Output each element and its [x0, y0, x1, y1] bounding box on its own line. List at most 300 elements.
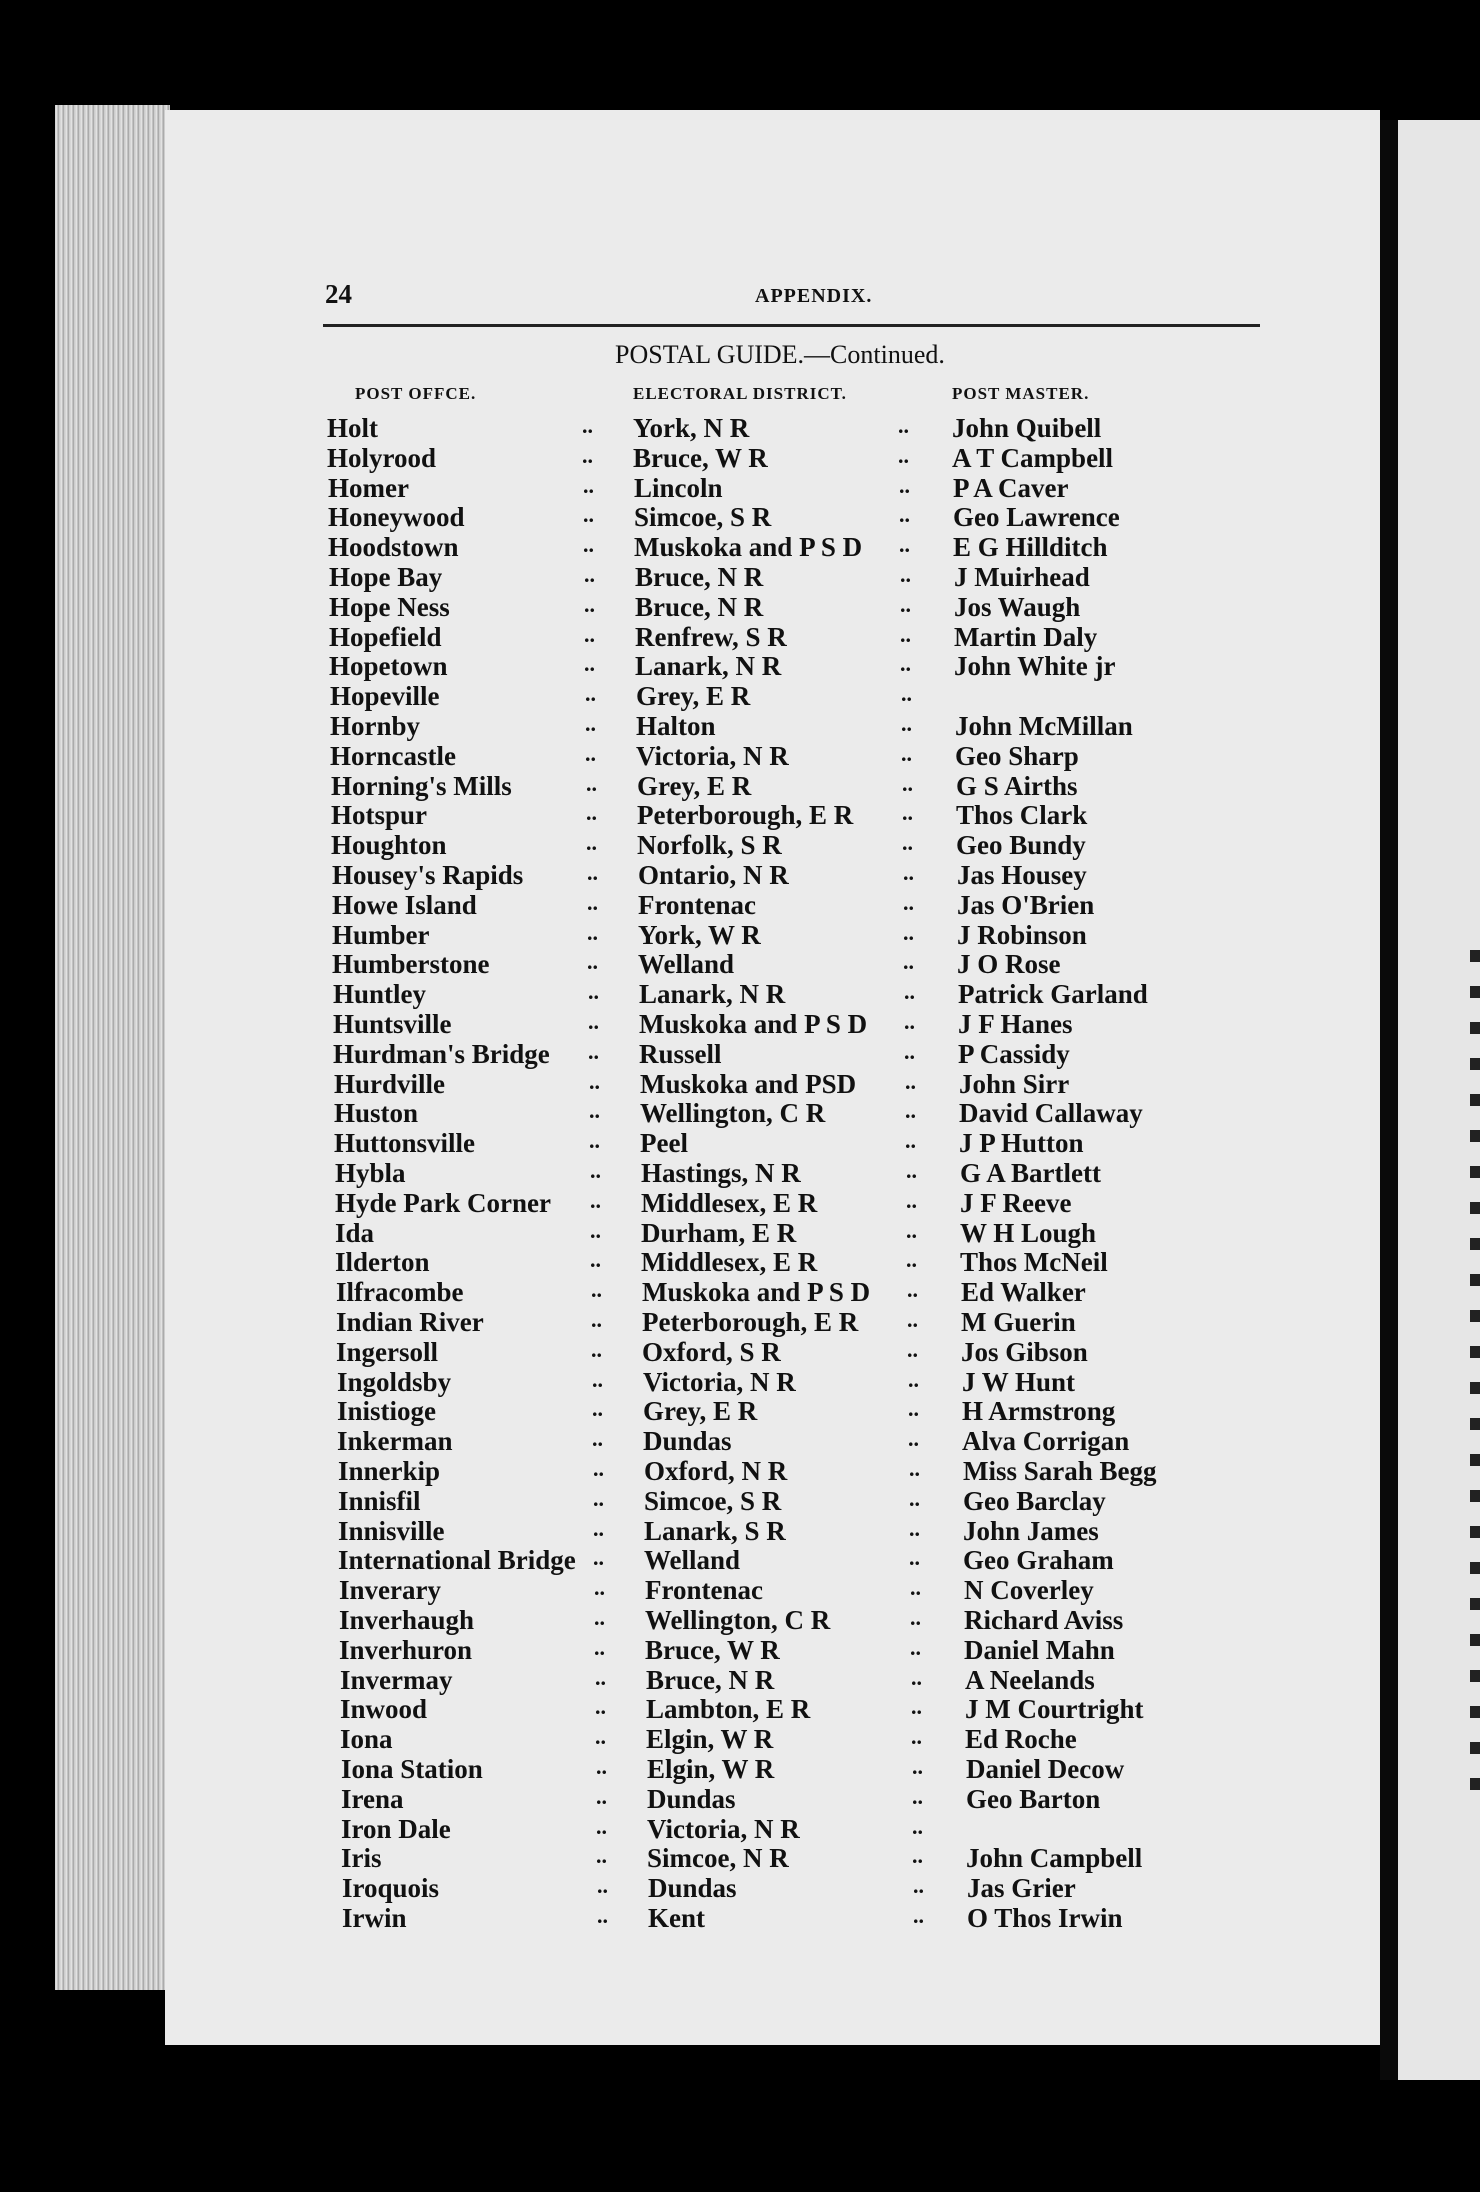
table-row: [0, 1784, 1200, 1814]
post-master-cell: P Cassidy: [958, 1038, 1070, 1069]
electoral-district-cell: Victoria, N R: [643, 1366, 796, 1397]
post-master-cell: M Guerin: [961, 1307, 1076, 1337]
post-office-cell: Hornby: [330, 711, 421, 741]
table-row: [0, 800, 1200, 830]
leader-dots: ..: [589, 1098, 600, 1124]
post-office-cell: Iris: [341, 1843, 382, 1874]
table-row: [0, 1039, 1200, 1069]
table-row: [0, 860, 1200, 890]
table-row: [0, 1545, 1200, 1575]
leader-dots: ..: [597, 1873, 608, 1899]
post-office-cell: Hybla: [335, 1158, 406, 1188]
post-office-cell: Inwood: [340, 1694, 428, 1725]
leader-dots: ..: [596, 1783, 607, 1809]
electoral-district-cell: Frontenac: [638, 889, 756, 920]
table-row: [0, 1158, 1200, 1188]
section-title: POSTAL GUIDE.—Continued.: [615, 340, 945, 369]
table-row: [0, 1873, 1200, 1903]
post-office-cell: Inistioge: [337, 1396, 437, 1427]
facing-page-text-fragment: [1470, 1670, 1480, 1682]
table-row: [0, 681, 1200, 711]
post-office-cell: Ida: [335, 1217, 375, 1248]
electoral-district-cell: Grey, E R: [643, 1396, 758, 1427]
electoral-district-cell: Simcoe, N R: [647, 1843, 789, 1874]
table-row: [0, 1635, 1200, 1665]
leader-dots: ..: [589, 1068, 600, 1094]
leader-dots: ..: [594, 1634, 605, 1660]
post-office-cell: Innisville: [338, 1515, 445, 1546]
facing-page-text-fragment: [1470, 1598, 1480, 1610]
post-office-cell: Huston: [334, 1098, 419, 1129]
post-master-cell: Thos McNeil: [960, 1247, 1108, 1278]
post-master-cell: A T Campbell: [952, 442, 1114, 473]
facing-page-text-fragment: [1470, 1490, 1480, 1502]
page-number: 24: [325, 279, 352, 309]
table-row: [0, 1247, 1200, 1277]
table-row: [0, 592, 1200, 622]
post-office-cell: Iroquois: [342, 1873, 440, 1904]
leader-dots: ..: [900, 562, 911, 587]
post-office-cell: Holyrood: [327, 442, 437, 473]
leader-dots: ..: [595, 1694, 606, 1720]
post-office-cell: Huntsville: [333, 1009, 452, 1039]
table-row: [0, 1754, 1200, 1784]
page-header: [325, 275, 1260, 315]
leader-dots: ..: [593, 1456, 604, 1481]
post-office-cell: Houghton: [331, 830, 447, 861]
table-row: [0, 1605, 1200, 1635]
table-row: [0, 562, 1200, 592]
post-master-cell: Ed Roche: [965, 1724, 1077, 1755]
leader-dots: ..: [908, 1426, 919, 1452]
leader-dots: ..: [587, 919, 598, 945]
electoral-district-cell: Bruce, N R: [635, 562, 764, 592]
leader-dots: ..: [903, 919, 914, 945]
facing-page-text-fragment: [1470, 1274, 1480, 1286]
leader-dots: ..: [594, 1605, 605, 1630]
leader-dots: ..: [905, 1098, 916, 1124]
facing-page-text-fragment: [1470, 1706, 1480, 1718]
post-master-cell: J P Hutton: [959, 1128, 1084, 1159]
electoral-district-cell: Victoria, N R: [636, 740, 789, 771]
post-master-cell: Ed Walker: [961, 1277, 1086, 1308]
post-master-cell: Geo Sharp: [955, 740, 1079, 771]
leader-dots: ..: [902, 770, 913, 796]
post-master-cell: John White jr: [954, 651, 1116, 682]
post-master-cell: J M Courtright: [965, 1694, 1144, 1725]
electoral-district-cell: York, N R: [633, 413, 750, 443]
post-master-cell: David Callaway: [959, 1098, 1143, 1129]
table-row: [0, 1456, 1200, 1486]
post-master-cell: Daniel Decow: [966, 1754, 1125, 1784]
electoral-district-cell: Lanark, N R: [639, 979, 786, 1010]
leader-dots: ..: [899, 532, 910, 558]
leader-dots: ..: [904, 1009, 915, 1034]
leader-dots: ..: [585, 681, 596, 707]
leader-dots: ..: [904, 1038, 915, 1064]
leader-dots: ..: [909, 1456, 920, 1481]
post-office-cell: Irena: [341, 1783, 404, 1814]
table-row: [0, 1665, 1200, 1695]
leader-dots: ..: [913, 1903, 924, 1928]
post-office-cell: Ilderton: [335, 1247, 430, 1278]
post-office-cell: Hurdville: [334, 1068, 446, 1099]
facing-page-text-fragment: [1470, 1022, 1480, 1034]
post-office-cell: Horning's Mills: [331, 770, 512, 801]
facing-page-text-fragment: [1470, 1058, 1480, 1070]
leader-dots: ..: [593, 1485, 604, 1511]
leader-dots: ..: [900, 591, 911, 617]
table-row: [0, 920, 1200, 950]
leader-dots: ..: [906, 1158, 917, 1183]
leader-dots: ..: [905, 1068, 916, 1094]
leader-dots: ..: [911, 1664, 922, 1690]
electoral-district-cell: Simcoe, S R: [644, 1485, 782, 1516]
leader-dots: ..: [590, 1158, 601, 1183]
post-office-cell: Housey's Rapids: [332, 860, 524, 890]
post-office-cell: Inkerman: [337, 1426, 453, 1457]
facing-page-edge: [1398, 120, 1480, 2080]
leader-dots: ..: [907, 1277, 918, 1303]
post-office-cell: Horncastle: [330, 740, 456, 771]
electoral-district-cell: Hastings, N R: [641, 1158, 801, 1188]
post-master-cell: A Neelands: [965, 1664, 1095, 1695]
electoral-district-cell: Welland: [638, 949, 735, 980]
post-master-cell: N Coverley: [964, 1575, 1094, 1606]
facing-page-text-fragment: [1470, 1094, 1480, 1106]
electoral-district-cell: Ontario, N R: [638, 860, 789, 890]
electoral-district-cell: Bruce, W R: [633, 442, 768, 473]
facing-page-text-fragment: [1470, 1310, 1480, 1322]
post-master-cell: John Campbell: [966, 1843, 1143, 1874]
electoral-district-cell: Renfrew, S R: [635, 621, 787, 652]
table-row: [0, 473, 1200, 503]
table-row: [0, 1069, 1200, 1099]
electoral-district-cell: Bruce, W R: [645, 1634, 780, 1665]
electoral-district-cell: Middlesex, E R: [641, 1187, 818, 1218]
leader-dots: ..: [582, 413, 593, 438]
post-master-cell: Geo Lawrence: [953, 502, 1120, 533]
post-master-cell: P A Caver: [953, 472, 1069, 503]
electoral-district-cell: Grey, E R: [637, 770, 752, 801]
post-office-cell: Innerkip: [338, 1456, 441, 1486]
post-office-cell: Hope Ness: [329, 591, 450, 622]
leader-dots: ..: [912, 1754, 923, 1779]
leader-dots: ..: [906, 1187, 917, 1213]
facing-page-text-fragment: [1470, 1742, 1480, 1754]
leader-dots: ..: [901, 681, 912, 707]
electoral-district-cell: Peterborough, E R: [637, 800, 854, 831]
table-row: [0, 502, 1200, 532]
post-master-cell: Jos Waugh: [954, 591, 1081, 622]
electoral-district-cell: Kent: [648, 1903, 705, 1933]
leader-dots: ..: [590, 1217, 601, 1243]
table-row: [0, 711, 1200, 741]
leader-dots: ..: [909, 1485, 920, 1511]
table-row: [0, 1277, 1200, 1307]
electoral-district-cell: Frontenac: [645, 1575, 763, 1606]
leader-dots: ..: [595, 1664, 606, 1690]
leader-dots: ..: [902, 800, 913, 826]
post-master-cell: Geo Barton: [966, 1783, 1101, 1814]
electoral-district-cell: Dundas: [647, 1783, 736, 1814]
leader-dots: ..: [905, 1128, 916, 1154]
leader-dots: ..: [900, 621, 911, 647]
electoral-district-cell: Oxford, S R: [642, 1336, 781, 1367]
facing-page-text-fragment: [1470, 1202, 1480, 1214]
post-office-cell: Inverhuron: [339, 1634, 473, 1665]
electoral-district-cell: Middlesex, E R: [641, 1247, 818, 1278]
leader-dots: ..: [586, 830, 597, 856]
electoral-district-cell: Norfolk, S R: [637, 830, 782, 861]
leader-dots: ..: [588, 979, 599, 1005]
leader-dots: ..: [591, 1336, 602, 1362]
post-master-cell: Jas Grier: [967, 1873, 1076, 1904]
leader-dots: ..: [898, 413, 909, 438]
table-row: [0, 1486, 1200, 1516]
post-office-cell: Hoodstown: [328, 532, 459, 563]
post-master-cell: O Thos Irwin: [967, 1903, 1123, 1933]
leader-dots: ..: [585, 711, 596, 736]
leader-dots: ..: [590, 1247, 601, 1273]
leader-dots: ..: [592, 1426, 603, 1452]
post-master-cell: Jos Gibson: [961, 1336, 1088, 1367]
post-office-cell: International Bridge: [338, 1545, 576, 1576]
post-office-cell: Hopetown: [329, 651, 448, 682]
table-row: [0, 771, 1200, 801]
table-row: [0, 741, 1200, 771]
post-office-cell: Hopefield: [329, 621, 442, 652]
table-row: [0, 1367, 1200, 1397]
leader-dots: ..: [906, 1217, 917, 1243]
leader-dots: ..: [902, 830, 913, 856]
electoral-district-cell: York, W R: [638, 919, 761, 950]
leader-dots: ..: [596, 1754, 607, 1779]
electoral-district-cell: Oxford, N R: [644, 1456, 788, 1486]
post-master-cell: J Robinson: [957, 919, 1087, 950]
table-row: [0, 1814, 1200, 1844]
electoral-district-cell: Muskoka and P S D: [639, 1009, 868, 1039]
post-master-cell: W H Lough: [960, 1217, 1097, 1248]
leader-dots: ..: [584, 651, 595, 677]
column-header-post-office: POST OFFCE.: [355, 384, 477, 403]
post-office-cell: Howe Island: [332, 889, 477, 920]
table-row: [0, 1337, 1200, 1367]
electoral-district-cell: Durham, E R: [641, 1217, 797, 1248]
electoral-district-cell: Dundas: [648, 1873, 737, 1904]
post-master-cell: J W Hunt: [962, 1366, 1076, 1397]
leader-dots: ..: [899, 472, 910, 498]
post-office-cell: Hope Bay: [329, 562, 443, 592]
facing-page-text-fragment: [1470, 1130, 1480, 1142]
leader-dots: ..: [906, 1247, 917, 1273]
facing-page-text-fragment: [1470, 1526, 1480, 1538]
leader-dots: ..: [587, 949, 598, 975]
post-master-cell: Jas Housey: [957, 860, 1087, 890]
facing-page-text-fragment: [1470, 1454, 1480, 1466]
post-master-cell: J F Reeve: [960, 1187, 1072, 1218]
electoral-district-cell: Russell: [639, 1038, 722, 1069]
facing-page-text-fragment: [1470, 1634, 1480, 1646]
table-row: [0, 1575, 1200, 1605]
table-row: [0, 651, 1200, 681]
table-row: [0, 1903, 1200, 1933]
post-master-cell: G S Airths: [956, 770, 1078, 801]
electoral-district-cell: Lambton, E R: [646, 1694, 811, 1725]
leader-dots: ..: [910, 1575, 921, 1601]
post-master-cell: J O Rose: [957, 949, 1061, 980]
leader-dots: ..: [593, 1515, 604, 1541]
post-master-cell: Patrick Garland: [958, 979, 1148, 1010]
leader-dots: ..: [583, 502, 594, 528]
electoral-district-cell: Lincoln: [634, 472, 723, 503]
leader-dots: ..: [582, 442, 593, 468]
post-office-cell: Huttonsville: [334, 1128, 476, 1159]
post-office-cell: Holt: [327, 413, 378, 443]
leader-dots: ..: [592, 1396, 603, 1422]
table-row: [0, 413, 1200, 443]
leader-dots: ..: [597, 1903, 608, 1928]
leader-dots: ..: [903, 889, 914, 915]
post-master-cell: Miss Sarah Begg: [963, 1456, 1157, 1486]
leader-dots: ..: [912, 1783, 923, 1809]
table-row: [0, 1009, 1200, 1039]
facing-page-text-fragment: [1470, 1346, 1480, 1358]
post-office-cell: Ingersoll: [336, 1336, 439, 1367]
table-row: [0, 1426, 1200, 1456]
post-master-cell: Geo Graham: [963, 1545, 1114, 1576]
facing-page-text-fragment: [1470, 986, 1480, 998]
electoral-district-cell: Bruce, N R: [635, 591, 764, 622]
leader-dots: ..: [591, 1307, 602, 1332]
leader-dots: ..: [592, 1366, 603, 1392]
electoral-district-cell: Muskoka and PSD: [640, 1068, 857, 1099]
table-row: [0, 1396, 1200, 1426]
post-office-cell: Humberstone: [332, 949, 490, 980]
leader-dots: ..: [909, 1545, 920, 1571]
leader-dots: ..: [909, 1515, 920, 1541]
header-rule: [323, 324, 1260, 327]
running-title: APPENDIX.: [755, 285, 873, 307]
leader-dots: ..: [910, 1605, 921, 1630]
post-office-cell: Iona: [340, 1724, 393, 1755]
post-office-cell: Humber: [332, 919, 430, 950]
electoral-district-cell: Peel: [640, 1128, 688, 1159]
facing-page-text-fragment: [1470, 1166, 1480, 1178]
leader-dots: ..: [593, 1545, 604, 1571]
leader-dots: ..: [583, 472, 594, 498]
post-master-cell: Geo Bundy: [956, 830, 1086, 861]
table-row: [0, 622, 1200, 652]
facing-page-text-fragment: [1470, 1382, 1480, 1394]
table-row: [0, 1128, 1200, 1158]
table-row: [0, 1307, 1200, 1337]
leader-dots: ..: [898, 442, 909, 468]
post-master-cell: J F Hanes: [958, 1009, 1073, 1039]
post-office-cell: Invermay: [340, 1664, 453, 1695]
electoral-district-cell: Wellington, C R: [645, 1605, 831, 1635]
post-master-cell: H Armstrong: [962, 1396, 1116, 1427]
leader-dots: ..: [596, 1813, 607, 1839]
post-office-cell: Hurdman's Bridge: [333, 1038, 550, 1069]
electoral-district-cell: Wellington, C R: [640, 1098, 826, 1129]
post-master-cell: Richard Aviss: [964, 1605, 1124, 1635]
electoral-district-cell: Muskoka and P S D: [642, 1277, 871, 1308]
post-office-cell: Huntley: [333, 979, 427, 1010]
post-master-cell: Thos Clark: [956, 800, 1088, 831]
leader-dots: ..: [901, 711, 912, 736]
leader-dots: ..: [900, 651, 911, 677]
electoral-district-cell: Lanark, S R: [644, 1515, 786, 1546]
post-master-cell: Geo Barclay: [963, 1485, 1106, 1516]
electoral-district-cell: Elgin, W R: [646, 1724, 774, 1755]
table-row: [0, 1098, 1200, 1128]
table-row: [0, 1843, 1200, 1873]
table-row: [0, 1188, 1200, 1218]
leader-dots: ..: [911, 1694, 922, 1720]
post-master-cell: E G Hillditch: [953, 532, 1108, 563]
post-master-cell: Jas O'Brien: [957, 889, 1095, 920]
leader-dots: ..: [584, 591, 595, 617]
electoral-district-cell: Lanark, N R: [635, 651, 782, 682]
post-office-cell: Hotspur: [331, 800, 428, 831]
leader-dots: ..: [587, 889, 598, 915]
leader-dots: ..: [910, 1634, 921, 1660]
leader-dots: ..: [912, 1843, 923, 1869]
post-office-cell: Inverhaugh: [339, 1605, 475, 1635]
post-office-cell: Irwin: [342, 1903, 407, 1933]
electoral-district-cell: Peterborough, E R: [642, 1307, 859, 1337]
facing-page-text-fragment: [1470, 1238, 1480, 1250]
table-row: [0, 1724, 1200, 1754]
post-office-cell: Inverary: [339, 1575, 441, 1606]
post-office-cell: Innisfil: [338, 1485, 421, 1516]
leader-dots: ..: [913, 1873, 924, 1899]
post-office-cell: Hyde Park Corner: [335, 1187, 551, 1218]
post-office-cell: Indian River: [336, 1307, 484, 1337]
post-office-cell: Honeywood: [328, 502, 465, 533]
electoral-district-cell: Grey, E R: [636, 681, 751, 712]
leader-dots: ..: [904, 979, 915, 1005]
leader-dots: ..: [594, 1575, 605, 1601]
electoral-district-cell: Simcoe, S R: [634, 502, 772, 533]
facing-page-text-fragment: [1470, 1418, 1480, 1430]
electoral-district-cell: Muskoka and P S D: [634, 532, 863, 563]
facing-page-text-fragment: [1470, 1778, 1480, 1790]
post-office-cell: Ilfracombe: [336, 1277, 464, 1308]
electoral-district-cell: Welland: [644, 1545, 741, 1576]
table-row: [0, 443, 1200, 473]
leader-dots: ..: [588, 1038, 599, 1064]
electoral-district-cell: Halton: [636, 711, 716, 741]
table-row: [0, 949, 1200, 979]
table-row: [0, 1516, 1200, 1546]
leader-dots: ..: [586, 770, 597, 796]
table-row: [0, 830, 1200, 860]
leader-dots: ..: [590, 1187, 601, 1213]
column-header-post-master: POST MASTER.: [952, 384, 1090, 403]
table-row: [0, 532, 1200, 562]
post-master-cell: John James: [963, 1515, 1099, 1546]
leader-dots: ..: [907, 1336, 918, 1362]
electoral-district-cell: Elgin, W R: [647, 1754, 775, 1784]
leader-dots: ..: [907, 1307, 918, 1332]
leader-dots: ..: [588, 1009, 599, 1034]
post-master-cell: Martin Daly: [954, 621, 1098, 652]
facing-page-text-fragment: [1470, 1562, 1480, 1574]
leader-dots: ..: [586, 800, 597, 826]
table-row: [0, 1694, 1200, 1724]
